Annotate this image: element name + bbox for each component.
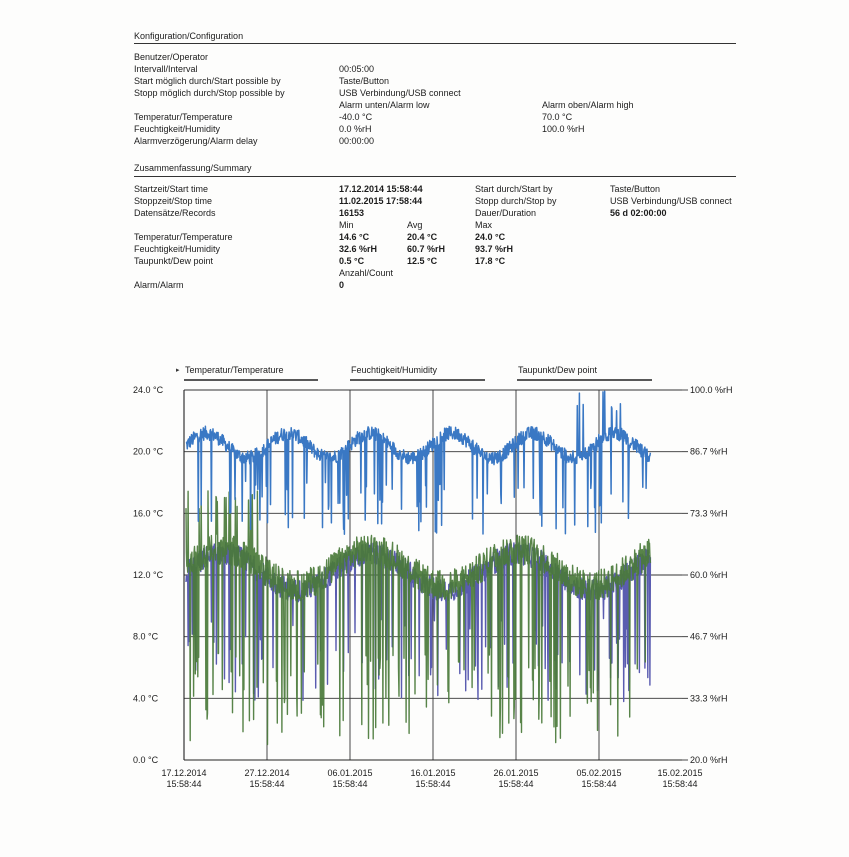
left-axis-tick: 12.0 °C [133,570,164,580]
config-hum-label: Feuchtigkeit/Humidity [134,124,221,134]
config-delay-value: 00:00:00 [339,136,375,146]
summary-dew-max: 17.8 °C [475,256,506,266]
left-axis-tick: 16.0 °C [133,508,164,519]
summary-heading: Zusammenfassung/Summary [134,163,252,173]
min-header: Min [339,220,354,230]
x-axis-date: 26.01.2015 [493,768,539,778]
summary-dew-avg: 12.5 °C [407,256,438,266]
summary-alarm-count: 0 [339,280,345,290]
config-delay-label: Alarmverzögerung/Alarm delay [134,136,258,146]
x-axis-time: 15:58:44 [498,779,534,789]
x-axis-date: 27.12.2014 [244,768,290,778]
summary-alarm-label: Alarm/Alarm [134,280,184,290]
x-axis-time: 15:58:44 [662,779,698,789]
alarm-low-header: Alarm unten/Alarm low [339,100,430,110]
left-axis-tick: 24.0 °C [133,385,164,395]
config-stop-label: Stopp möglich durch/Stop possible by [134,88,285,98]
legend-marker-icon: ▸ [176,367,180,374]
config-operator-label: Benutzer/Operator [134,52,209,62]
legend-dewpoint: Taupunkt/Dew point [518,365,598,375]
config-interval-value: 00:05:00 [339,64,375,74]
x-axis-time: 15:58:44 [166,779,202,789]
alarm-high-header: Alarm oben/Alarm high [542,100,634,110]
summary-dew-min: 0.5 °C [339,256,365,266]
left-axis-tick: 0.0 °C [133,755,159,765]
config-temp-label: Temperatur/Temperature [134,112,233,122]
summary-temp-avg: 20.4 °C [407,232,438,242]
config-heading: Konfiguration/Configuration [134,31,244,41]
left-axis-tick: 20.0 °C [133,446,164,457]
config-start-value: Taste/Button [339,76,390,86]
summary-stop-by-value: USB Verbindung/USB connect [610,196,732,206]
x-axis-time: 15:58:44 [249,779,285,789]
summary-start-by-label: Start durch/Start by [475,184,553,194]
summary-stop-label: Stoppzeit/Stop time [134,196,213,206]
config-temp-low: -40.0 °C [339,112,373,122]
config-start-label: Start möglich durch/Start possible by [134,76,281,86]
right-axis-tick: 60.0 %rH [690,570,728,580]
summary-records-value: 16153 [339,208,365,218]
summary-stop-by-label: Stopp durch/Stop by [475,196,557,206]
summary-hum-max: 93.7 %rH [475,244,514,254]
right-axis-tick: 73.3 %rH [690,508,728,519]
config-hum-high: 100.0 %rH [542,124,585,134]
summary-duration-label: Dauer/Duration [475,208,537,218]
summary-start-value: 17.12.2014 15:58:44 [339,184,423,194]
chart-legend [176,365,652,380]
config-temp-high: 70.0 °C [542,112,573,122]
max-header: Max [475,220,493,230]
summary-hum-label: Feuchtigkeit/Humidity [134,244,221,254]
summary-dew-label: Taupunkt/Dew point [134,256,214,266]
legend-humidity: Feuchtigkeit/Humidity [351,365,438,375]
summary-hum-avg: 60.7 %rH [407,244,446,254]
summary-temp-max: 24.0 °C [475,232,506,242]
summary-start-label: Startzeit/Start time [134,184,209,194]
count-header: Anzahl/Count [339,268,394,278]
x-axis-date: 15.02.2015 [657,768,703,778]
left-axis-tick: 4.0 °C [133,693,159,704]
x-axis-date: 16.01.2015 [410,768,456,778]
right-axis-tick: 20.0 %rH [690,755,728,765]
summary-hum-min: 32.6 %rH [339,244,378,254]
right-axis-tick: 46.7 %rH [690,631,728,642]
summary-start-by-value: Taste/Button [610,184,661,194]
x-axis-time: 15:58:44 [581,779,617,789]
left-axis-tick: 8.0 °C [133,631,159,642]
chart-series [186,391,650,744]
x-axis-date: 17.12.2014 [161,768,207,778]
right-axis-tick: 100.0 %rH [690,385,733,395]
legend-temperature: Temperatur/Temperature [185,365,284,375]
config-stop-value: USB Verbindung/USB connect [339,88,461,98]
x-axis-time: 15:58:44 [415,779,451,789]
summary-duration-value: 56 d 02:00:00 [610,208,667,218]
summary-temp-min: 14.6 °C [339,232,370,242]
right-axis-tick: 33.3 %rH [690,693,728,704]
x-axis-time: 15:58:44 [332,779,368,789]
summary-stop-value: 11.02.2015 17:58:44 [339,196,423,206]
temperature-series-line [186,391,650,534]
summary-records-label: Datensätze/Records [134,208,216,218]
x-axis-date: 05.02.2015 [576,768,622,778]
config-interval-label: Intervall/Interval [134,64,198,74]
right-axis-tick: 86.7 %rH [690,446,728,457]
x-axis-date: 06.01.2015 [327,768,373,778]
summary-temp-label: Temperatur/Temperature [134,232,233,242]
avg-header: Avg [407,220,423,230]
config-hum-low: 0.0 %rH [339,124,372,134]
